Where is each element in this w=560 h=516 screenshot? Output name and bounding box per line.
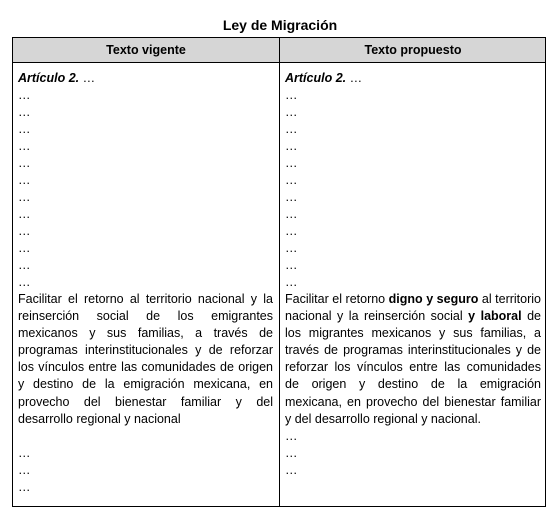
article-heading	[18, 70, 273, 87]
omitted-line: …	[18, 156, 31, 170]
omitted-line: …	[285, 428, 298, 443]
omitted-line: …	[285, 224, 298, 238]
proposed-text-column	[285, 70, 541, 479]
omitted-line: …	[285, 445, 298, 460]
omitted-line: …	[285, 275, 298, 289]
omitted-line: …	[18, 258, 31, 272]
omitted-line: …	[285, 173, 298, 187]
paragraph-text: de los migrantes mexicanos y sus familias, a través de programas interinstitucionales y de reforzar los vínculos entre las comunidades de origen y destino de la emigración mexicana, en provecho del bienestar familiar y del desarrollo regional y nacional.	[285, 309, 541, 426]
added-text-highlight: digno y seguro	[388, 292, 479, 306]
omitted-line: …	[18, 139, 31, 153]
omitted-line: …	[285, 190, 298, 204]
omitted-line: …	[285, 139, 298, 153]
header-current-text: Texto vigente	[106, 43, 186, 57]
column-divider	[279, 38, 280, 506]
added-text-highlight: y laboral	[468, 309, 522, 324]
omitted-line: …	[18, 88, 31, 102]
omitted-line: …	[285, 156, 298, 170]
omitted-line: …	[18, 207, 31, 221]
omitted-line: …	[18, 190, 31, 204]
omitted-line: …	[18, 122, 31, 136]
omitted-line: …	[18, 241, 31, 255]
document-title: Ley de Migración	[222, 17, 338, 33]
omitted-line: …	[18, 105, 31, 119]
article-label: Artículo 2.	[18, 71, 80, 85]
paragraph-gap	[18, 428, 273, 445]
omitted-line: …	[18, 224, 31, 238]
omitted-line: …	[285, 462, 298, 477]
header-proposed-text: Texto propuesto	[364, 43, 462, 57]
omitted-line: …	[285, 258, 298, 272]
omitted-line: …	[18, 445, 31, 460]
omitted-line: …	[285, 241, 298, 255]
article-heading	[285, 70, 541, 87]
omitted-line: …	[18, 462, 31, 477]
omitted-line: …	[285, 105, 298, 119]
current-paragraph: Facilitar el retorno al territorio nacional y la reinserción social de los emigrantes mexicanos y sus familias, a través de programas interinstitucionales y de reforzar los vínculos entre las comunidades de origen y destino de la emigración mexicana, en provecho del bienestar familiar y del desarrollo regional y nacional	[18, 292, 273, 426]
omitted-line: …	[285, 88, 298, 102]
omitted-line: …	[285, 122, 298, 136]
article-label: Artículo 2.	[285, 71, 347, 85]
omitted-line: …	[18, 479, 31, 494]
omitted-line: …	[285, 207, 298, 221]
paragraph-text: Facilitar el retorno	[285, 292, 389, 306]
current-text-column	[18, 70, 273, 496]
paragraph-text: al territorio nacional y la reinserción social	[285, 292, 541, 324]
omitted-line: …	[18, 173, 31, 187]
article-ellipsis: …	[346, 71, 363, 85]
proposed-paragraph	[285, 291, 541, 428]
omitted-line: …	[18, 275, 31, 289]
comparison-table	[12, 37, 546, 507]
article-ellipsis: …	[79, 71, 96, 85]
